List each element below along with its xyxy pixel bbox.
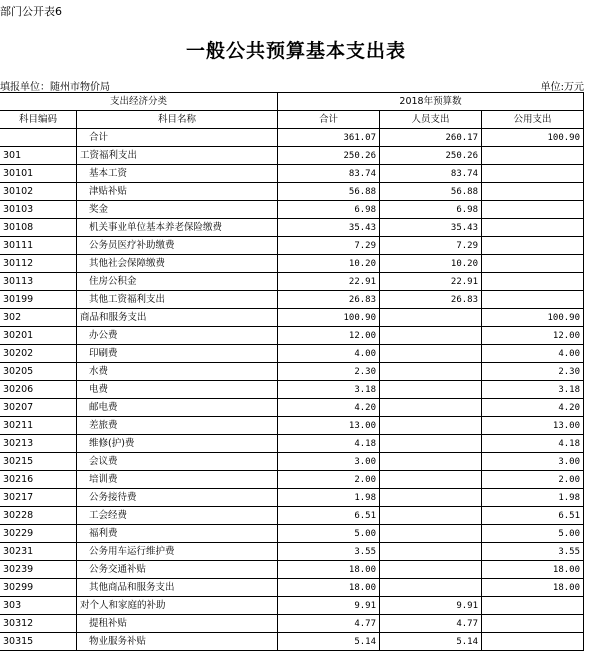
row-personnel: 250.26 <box>380 147 482 165</box>
row-total: 5.14 <box>278 633 380 651</box>
row-code: 30205 <box>0 363 77 381</box>
row-name: 维修(护)费 <box>77 435 278 453</box>
row-name: 公务员医疗补助缴费 <box>77 237 278 255</box>
row-public: 2.00 <box>482 471 584 489</box>
table-row <box>0 345 584 363</box>
row-total: 12.00 <box>278 327 380 345</box>
row-public: 4.18 <box>482 435 584 453</box>
table-row <box>0 453 584 471</box>
row-name: 提租补贴 <box>77 615 278 633</box>
row-code: 30216 <box>0 471 77 489</box>
table-row <box>0 183 584 201</box>
table-row <box>0 273 584 291</box>
row-code: 30206 <box>0 381 77 399</box>
table-row <box>0 129 584 147</box>
row-code <box>0 129 77 147</box>
header-econ-class: 支出经济分类 <box>0 93 278 111</box>
row-personnel <box>380 435 482 453</box>
row-code: 30217 <box>0 489 77 507</box>
table-row <box>0 417 584 435</box>
row-total: 13.00 <box>278 417 380 435</box>
row-public: 18.00 <box>482 561 584 579</box>
row-name: 公务接待费 <box>77 489 278 507</box>
row-personnel: 5.14 <box>380 633 482 651</box>
row-name: 工资福利支出 <box>77 147 278 165</box>
row-name: 对个人和家庭的补助 <box>77 597 278 615</box>
row-personnel: 35.43 <box>380 219 482 237</box>
table-row <box>0 165 584 183</box>
row-code: 30201 <box>0 327 77 345</box>
row-code: 30312 <box>0 615 77 633</box>
row-public <box>482 165 584 183</box>
table-row <box>0 579 584 597</box>
table-row <box>0 255 584 273</box>
table-row <box>0 309 584 327</box>
reporting-unit: 填报单位：随州市物价局 <box>0 82 110 93</box>
row-total: 2.30 <box>278 363 380 381</box>
header-total: 合计 <box>278 111 380 129</box>
row-personnel <box>380 363 482 381</box>
row-total: 3.00 <box>278 453 380 471</box>
row-public: 2.30 <box>482 363 584 381</box>
row-code: 30199 <box>0 291 77 309</box>
table-row <box>0 147 584 165</box>
row-name: 奖金 <box>77 201 278 219</box>
row-personnel: 4.77 <box>380 615 482 633</box>
table-row <box>0 633 584 651</box>
row-personnel <box>380 471 482 489</box>
table-row <box>0 597 584 615</box>
row-code: 30207 <box>0 399 77 417</box>
row-name: 机关事业单位基本养老保险缴费 <box>77 219 278 237</box>
row-name: 培训费 <box>77 471 278 489</box>
row-name: 其他社会保障缴费 <box>77 255 278 273</box>
row-public: 4.20 <box>482 399 584 417</box>
currency-unit: 单位:万元 <box>540 82 584 93</box>
row-code: 30111 <box>0 237 77 255</box>
row-code: 30215 <box>0 453 77 471</box>
header-row-2 <box>0 111 584 129</box>
row-personnel: 6.98 <box>380 201 482 219</box>
row-personnel <box>380 453 482 471</box>
row-personnel <box>380 309 482 327</box>
table-row <box>0 543 584 561</box>
row-personnel <box>380 579 482 597</box>
budget-table <box>0 92 584 651</box>
row-code: 30103 <box>0 201 77 219</box>
header-row-1 <box>0 93 584 111</box>
table-row <box>0 435 584 453</box>
row-personnel <box>380 525 482 543</box>
row-total: 2.00 <box>278 471 380 489</box>
row-total: 10.20 <box>278 255 380 273</box>
row-total: 1.98 <box>278 489 380 507</box>
table-row <box>0 471 584 489</box>
row-code: 30113 <box>0 273 77 291</box>
row-code: 30315 <box>0 633 77 651</box>
row-public: 4.00 <box>482 345 584 363</box>
page-title: 一般公共预算基本支出表 <box>185 40 406 62</box>
table-row <box>0 219 584 237</box>
row-name: 会议费 <box>77 453 278 471</box>
row-name: 福利费 <box>77 525 278 543</box>
row-public <box>482 201 584 219</box>
row-personnel <box>380 381 482 399</box>
header-year-budget: 2018年预算数 <box>278 93 584 111</box>
row-total: 18.00 <box>278 561 380 579</box>
row-total: 4.20 <box>278 399 380 417</box>
row-personnel <box>380 543 482 561</box>
row-public <box>482 237 584 255</box>
row-name: 基本工资 <box>77 165 278 183</box>
row-total: 250.26 <box>278 147 380 165</box>
row-code: 301 <box>0 147 77 165</box>
row-public <box>482 183 584 201</box>
table-row <box>0 381 584 399</box>
row-total: 26.83 <box>278 291 380 309</box>
row-public: 13.00 <box>482 417 584 435</box>
row-total: 3.18 <box>278 381 380 399</box>
header-code: 科目编码 <box>0 111 77 129</box>
table-row <box>0 615 584 633</box>
row-name: 公务用车运行维护费 <box>77 543 278 561</box>
row-name: 合计 <box>77 129 278 147</box>
row-personnel: 10.20 <box>380 255 482 273</box>
row-code: 302 <box>0 309 77 327</box>
row-total: 4.77 <box>278 615 380 633</box>
row-code: 30112 <box>0 255 77 273</box>
row-name: 物业服务补贴 <box>77 633 278 651</box>
table-row <box>0 399 584 417</box>
row-public <box>482 255 584 273</box>
row-total: 35.43 <box>278 219 380 237</box>
row-name: 其他商品和服务支出 <box>77 579 278 597</box>
row-total: 6.98 <box>278 201 380 219</box>
table-row <box>0 291 584 309</box>
row-personnel <box>380 489 482 507</box>
row-total: 56.88 <box>278 183 380 201</box>
table-row <box>0 561 584 579</box>
header-personnel: 人员支出 <box>380 111 482 129</box>
row-public: 100.90 <box>482 129 584 147</box>
row-code: 30211 <box>0 417 77 435</box>
row-personnel <box>380 507 482 525</box>
table-row <box>0 507 584 525</box>
row-code: 30102 <box>0 183 77 201</box>
row-personnel <box>380 345 482 363</box>
row-public: 12.00 <box>482 327 584 345</box>
row-name: 水费 <box>77 363 278 381</box>
row-public: 3.55 <box>482 543 584 561</box>
row-total: 361.07 <box>278 129 380 147</box>
row-public <box>482 273 584 291</box>
row-name: 邮电费 <box>77 399 278 417</box>
row-personnel: 260.17 <box>380 129 482 147</box>
header-name: 科目名称 <box>77 111 278 129</box>
row-personnel: 26.83 <box>380 291 482 309</box>
table-row <box>0 363 584 381</box>
row-public <box>482 597 584 615</box>
row-total: 18.00 <box>278 579 380 597</box>
row-personnel: 22.91 <box>380 273 482 291</box>
row-personnel: 56.88 <box>380 183 482 201</box>
row-code: 30299 <box>0 579 77 597</box>
row-public <box>482 291 584 309</box>
row-personnel <box>380 399 482 417</box>
table-number-label: 部门公开表6 <box>0 5 62 18</box>
row-name: 津贴补贴 <box>77 183 278 201</box>
row-personnel <box>380 327 482 345</box>
row-public <box>482 633 584 651</box>
row-code: 30228 <box>0 507 77 525</box>
row-total: 6.51 <box>278 507 380 525</box>
row-name: 差旅费 <box>77 417 278 435</box>
row-name: 商品和服务支出 <box>77 309 278 327</box>
table-row <box>0 489 584 507</box>
row-name: 办公费 <box>77 327 278 345</box>
row-code: 30231 <box>0 543 77 561</box>
row-public: 1.98 <box>482 489 584 507</box>
row-personnel: 83.74 <box>380 165 482 183</box>
row-public: 18.00 <box>482 579 584 597</box>
row-code: 303 <box>0 597 77 615</box>
row-code: 30101 <box>0 165 77 183</box>
row-code: 30202 <box>0 345 77 363</box>
table-row <box>0 237 584 255</box>
row-name: 公务交通补贴 <box>77 561 278 579</box>
table-row <box>0 525 584 543</box>
row-personnel: 7.29 <box>380 237 482 255</box>
row-code: 30229 <box>0 525 77 543</box>
row-name: 工会经费 <box>77 507 278 525</box>
row-total: 7.29 <box>278 237 380 255</box>
table-row <box>0 327 584 345</box>
row-total: 4.18 <box>278 435 380 453</box>
row-public <box>482 219 584 237</box>
row-public: 5.00 <box>482 525 584 543</box>
row-name: 电费 <box>77 381 278 399</box>
row-personnel <box>380 561 482 579</box>
table-row <box>0 201 584 219</box>
row-total: 3.55 <box>278 543 380 561</box>
row-code: 30239 <box>0 561 77 579</box>
row-total: 5.00 <box>278 525 380 543</box>
header-public: 公用支出 <box>482 111 584 129</box>
row-code: 30108 <box>0 219 77 237</box>
row-code: 30213 <box>0 435 77 453</box>
row-total: 83.74 <box>278 165 380 183</box>
row-personnel <box>380 417 482 435</box>
row-name: 其他工资福利支出 <box>77 291 278 309</box>
row-total: 22.91 <box>278 273 380 291</box>
row-total: 4.00 <box>278 345 380 363</box>
row-public <box>482 615 584 633</box>
row-public <box>482 147 584 165</box>
row-public: 3.00 <box>482 453 584 471</box>
row-total: 9.91 <box>278 597 380 615</box>
row-personnel: 9.91 <box>380 597 482 615</box>
row-public: 6.51 <box>482 507 584 525</box>
row-public: 3.18 <box>482 381 584 399</box>
row-name: 住房公积金 <box>77 273 278 291</box>
row-name: 印刷费 <box>77 345 278 363</box>
row-public: 100.90 <box>482 309 584 327</box>
row-total: 100.90 <box>278 309 380 327</box>
